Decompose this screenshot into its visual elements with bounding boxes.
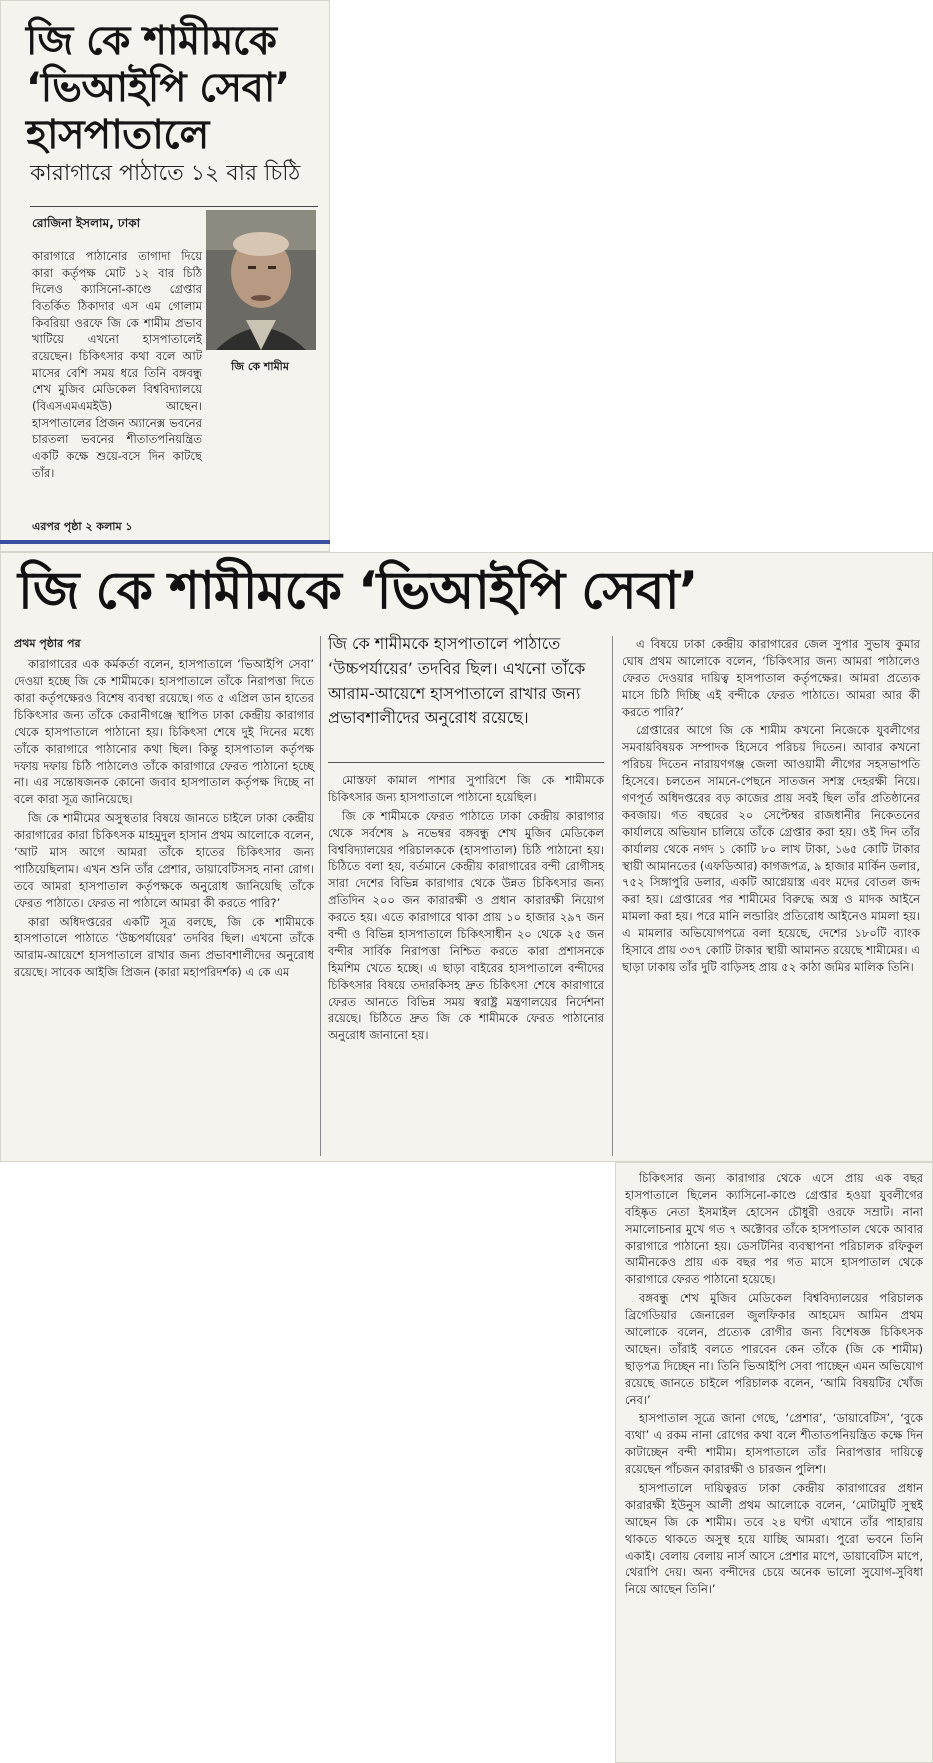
paragraph: গ্রেপ্তারের আগে জি কে শামীম কখনো নিজেকে যুবলীগের সমবায়বিষয়ক সম্পাদক হিসেবে পরিচয় দিতেন। আবার কখনো পরিচয় দিতেন নারায়ণগঞ্জ জেলা আওয়ামী লীগের সহসভাপতি হিসেবে। চলতেন সামনে-পেছনে সাতজন সশস্ত্র দেহরক্ষী নিয়ে। গণপূর্ত অধিদপ্তরের বড় কাজের প্রায় সবই ছিল তাঁর প্রতিষ্ঠানের কবজায়। গত বছরের ২০ সেপ্টেম্বর রাজধানীর নিকেতনের কার্যালয়ে অভিযান চালিয়ে তাঁকে গ্রেপ্তার করা হয়। ওই দিন তাঁর কার্যালয় থেকে নগদ ১ কোটি ৮০ লাখ টাকা, ১৬৫ কোটি টাকার স্থায়ী আমানতের (এফডিআর) কাগজপত্র, ৯ হাজার মার্কিন ডলার, ৭৫২ সিঙ্গাপুরি ডলার, একটি আগ্নেয়াস্ত্র এবং মদের বোতল জব্দ করা হয়। গ্রেপ্তারের পর শামীমের বিরুদ্ধে অস্ত্র ও মাদক আইনে মামলা করা হয়। পরে মানি লন্ডারিং প্রতিরোধ আইনেও মামলা হয়। এ মামলার অভিযোগপত্রে বলা হয়েছে, দেশের ১৮০টি ব্যাংক হিসাবে প্রায় ৩৩৭ কোটি টাকার স্থায়ী আমানত রয়েছে শামীমের। এ ছাড়া ঢাকায় তাঁর দুটি বাড়িসহ প্রায় ৫২ কাঠা জমির মালিক তিনি।: [622, 723, 920, 974]
paragraph: এ বিষয়ে ঢাকা কেন্দ্রীয় কারাগারের জেল সুপার সুভাষ কুমার ঘোষ প্রথম আলোকে বলেন, ‘চিকিৎসার জন্য আমরা পাঠালেও ফেরত দেওয়ার দায়িত্ব হাসপাতাল কর্তৃপক্ষের। আমরা প্রত্যেক মাসে চিঠি দিচ্ছি এই বন্দীকে ফেরত পাঠাতে। আমরা আর কী করতে পারি?’: [622, 637, 920, 719]
pull-quote: জি কে শামীমকে হাসপাতালে পাঠাতে ‘উচ্চপর্যায়ের’ তদবির ছিল। এখনো তাঁকে আরাম-আয়েশে হাসপাতালে রাখার জন্য প্রভাবশালীদের অনুরোধ রয়েছে।: [328, 634, 586, 728]
column-3: [622, 636, 920, 978]
front-subheadline: কারাগারে পাঠাতে ১২ বার চিঠি: [30, 161, 301, 186]
paragraph: জি কে শামীমকে ফেরত পাঠাতে ঢাকা কেন্দ্রীয় কারাগার থেকে সর্বশেষ ৯ নভেম্বর বঙ্গবন্ধু শেখ মুজিব মেডিকেল বিশ্ববিদ্যালয়ের পরিচালককে (হাসপাতাল) চিঠি পাঠানো হয়। চিঠিতে বলা হয়, বর্তমানে কেন্দ্রীয় কারাগারের বন্দী রোগীসহ সারা দেশের বিভিন্ন কারাগার থেকে উন্নত চিকিৎসার জন্য প্রতিদিন ২০০ জন কারারক্ষী ও প্রধান কারারক্ষী নিয়োগ করতে হয়। এতে কারাগারে থাকা প্রায় ১০ হাজার ২৯৭ জন বন্দী ও বিভিন্ন হাসপাতালে চিকিৎসাধীন ২০ থেকে ২৫ জন বন্দীর সার্বিক নিরাপত্তা নিশ্চিত করতে কারা প্রশাসনকে হিমশিম খেতে হচ্ছে। এ ছাড়া বাইরের হাসপাতালে বন্দীদের চিকিৎসার বিষয়ে তদারকিসহ দ্রুত চিকিৎসা শেষে কারাগারে ফেরত আনতে বিভিন্ন সময় স্বরাষ্ট্র মন্ত্রণালয়ের নির্দেশনা রয়েছে। চিঠিতে দ্রুত জি কে শামীমকে ফেরত পাঠানোর অনুরোধ জানানো হয়।: [328, 808, 604, 1043]
continued-line: এরপর পৃষ্ঠা ২ কলাম ১: [32, 520, 133, 533]
portrait-photo: [206, 210, 316, 350]
photo-caption: জি কে শামীম: [231, 360, 289, 373]
inside-headline: জি কে শামীমকে ‘ভিআইপি সেবা’: [18, 561, 698, 621]
portrait-image: [206, 210, 316, 350]
column-divider: [612, 636, 613, 1156]
paragraph: চিকিৎসার জন্য কারাগার থেকে এসে প্রায় এক বছর হাসপাতালে ছিলেন ক্যাসিনো-কাণ্ডে গ্রেপ্তার হওয়া যুবলীগের বহিষ্কৃত নেতা ইসমাইল হোসেন চৌধুরী ওরফে সম্রাট। নানা সমালোচনার মুখে গত ৭ অক্টোবর তাঁকে হাসপাতাল থেকে আবার কারাগারে পাঠানো হয়। ডেসটিনির ব্যবস্থাপনা পরিচালক রফিকুল আমীনকেও প্রায় এক বছর পর গত মাসে হাসপাতাল থেকে কারাগারে ফেরত পাঠানো হয়েছে।: [625, 1171, 923, 1287]
column-2: [328, 772, 604, 1046]
continuation-clipping: [615, 1162, 933, 1763]
paragraph: কারাগারের এক কর্মকর্তা বলেন, হাসপাতালে ‘ভিআইপি সেবা’ দেওয়া হচ্ছে জি কে শামীমকে। হাসপাতালে তাঁকে নিরাপত্তা দিতে কারা কর্তৃপক্ষেরও বিশেষ ব্যবস্থা রয়েছে। গত ৫ এপ্রিল ডান হাতের চিকিৎসার জন্য তাঁকে কেরানীগঞ্জে স্থাপিত ঢাকা কেন্দ্রীয় কারাগার থেকে হাসপাতালে পাঠানো হয়। চিকিৎসা শেষে দুই দিনের মধ্যে তাঁকে কারাগারে পাঠানোর কথা ছিল। কিন্তু হাসপাতাল কর্তৃপক্ষ দফায় দফায় চিঠি পাঠালেও তাঁকে কারাগারে ফেরত পাঠানো হচ্ছে না। এর সন্তোষজনক কোনো জবাব হাসপাতাল কর্তৃপক্ষ দিচ্ছে না বলে কারা সূত্র জানিয়েছে।: [14, 657, 314, 807]
blue-rule: [0, 540, 330, 544]
column-4: [625, 1170, 923, 1600]
column-1: [14, 636, 314, 983]
from-front-label: প্রথম পৃষ্ঠার পর: [14, 637, 81, 650]
front-headline: জি কে শামীমকে ‘ভিআইপি সেবা’ হাসপাতালে: [26, 18, 290, 159]
paragraph: মোস্তফা কামাল পাশার সুপারিশে জি কে শামীমকে চিকিৎসার জন্য হাসপাতালে পাঠানো হয়েছিল।: [328, 773, 604, 804]
inside-page-clipping: [0, 552, 933, 1162]
paragraph: জি কে শামীমের অসুস্থতার বিষয়ে জানতে চাইলে ঢাকা কেন্দ্রীয় কারাগারের কারা চিকিৎসক মাহমুদুল হাসান প্রথম আলোকে বলেন, ‘আট মাস আগে আমরা তাঁকে হাতের চিকিৎসার জন্য পাঠিয়েছিলাম। এখন শুনি তাঁর প্রেশার, ডায়াবেটিসসহ নানা রোগ। তবে আমরা হাসপাতাল কর্তৃপক্ষকে অনুরোধ জানিয়েছি তাঁকে ফেরত পাঠাতে। ফেরত না পাঠালে আমরা কী করতে পারি?’: [14, 811, 314, 910]
byline: রোজিনা ইসলাম, ঢাকা: [32, 216, 141, 230]
front-page-clipping: [0, 0, 330, 552]
divider: [30, 206, 318, 207]
front-body: কারাগারে পাঠানোর তাগাদা দিয়ে কারা কর্তৃপক্ষ মোট ১২ বার চিঠি দিলেও ক্যাসিনো-কাণ্ডে গ্রেপ্তার বিতর্কিত ঠিকাদার এস এম গোলাম কিবরিয়া ওরফে জি কে শামীম প্রভাব খাটিয়ে এখনো হাসপাতালেই রয়েছেন। চিকিৎসার কথা বলে আট মাসের বেশি সময় ধরে তিনি বঙ্গবন্ধু শেখ মুজিব মেডিকেল বিশ্ববিদ্যালয়ে (বিএসএমএমইউ) আছেন। হাসপাতালের প্রিজন অ্যানেক্স ভবনের চারতলা ভবনের শীতাতপনিয়ন্ত্রিত একটি কক্ষে শুয়ে-বসে দিন কাটছে তাঁর।: [32, 249, 202, 480]
column-divider: [320, 636, 321, 1156]
pull-quote-rule: [328, 762, 604, 763]
paragraph: বঙ্গবন্ধু শেখ মুজিব মেডিকেল বিশ্ববিদ্যালয়ের পরিচালক ব্রিগেডিয়ার জেনারেল জুলফিকার আহমেদ আমিন প্রথম আলোকে বলেন, প্রত্যেক রোগীর জন্য বিশেষজ্ঞ চিকিৎসক আছেন। তাঁরাই বলতে পারবেন কেন তাঁকে (জি কে শামীম) ছাড়পত্র দিচ্ছেন না। তিনি ভিআইপি সেবা পাচ্ছেন এমন অভিযোগ রয়েছে জানতে চাইলে পরিচালক বলেন, ‘আমি বিষয়টির খোঁজ নেব।’: [625, 1291, 923, 1407]
paragraph: হাসপাতালে দায়িত্বরত ঢাকা কেন্দ্রীয় কারাগারের প্রধান কারারক্ষী ইউনুস আলী প্রথম আলোকে বলেন, ‘মোটামুটি সুস্থই আছেন জি কে শামীম। তবে ২৪ ঘণ্টা এখানে তাঁর পাহারায় থাকতে থাকতে অসুস্থ হয়ে যাচ্ছি আমরা। পুরো ভবনে তিনি একাই। বেলায় বেলায় নার্স আসে প্রেশার মাপে, ডায়াবেটিস মাপে, থেরাপি দেয়। অন্য বন্দীদের চেয়ে অনেক ভালো সুযোগ-সুবিধা নিয়ে আছেন তিনি।’: [625, 1481, 923, 1597]
paragraph: হাসপাতাল সূত্রে জানা গেছে, ‘প্রেশার’, ‘ডায়াবেটিস’, ‘বুকে ব্যথা’ এ রকম নানা রোগের কথা বলে শীতাতপনিয়ন্ত্রিত কক্ষে দিন কাটাচ্ছেন বন্দী শামীম। হাসপাতালে তাঁর নিরাপত্তার দায়িত্বে রয়েছেন পাঁচজন কারারক্ষী ও চারজন পুলিশ।: [625, 1411, 923, 1477]
paragraph: কারা অধিদপ্তরের একটি সূত্র বলছে, জি কে শামীমকে হাসপাতালে পাঠাতে ‘উচ্চপর্যায়ের’ তদবির ছিল। এখনো তাঁকে আরাম-আয়েশে হাসপাতালে রাখার জন্য প্রভাবশালীদের অনুরোধ রয়েছে। সাবেক আইজি প্রিজন (কারা মহাপরিদর্শক) এ কে এম: [14, 914, 314, 980]
